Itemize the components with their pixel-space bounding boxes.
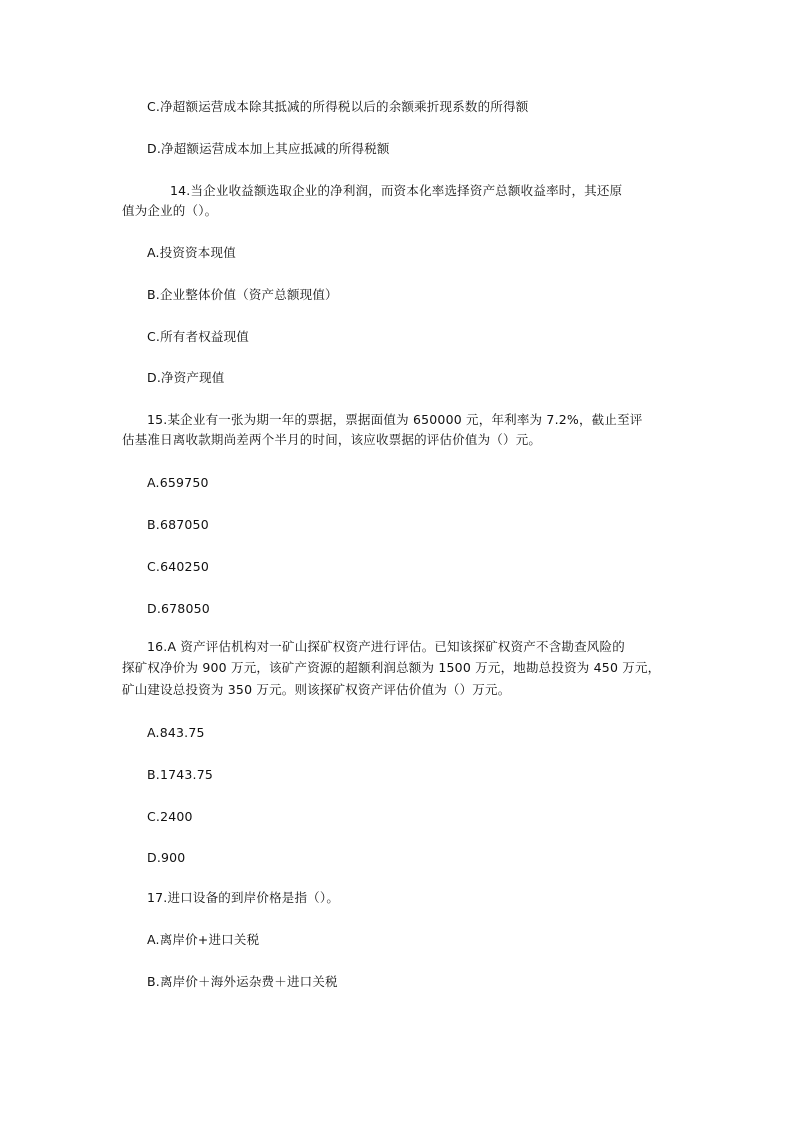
q14-option-b: B.企业整体价值（资产总额现值）: [147, 287, 338, 302]
option-d-prev: D.净超额运营成本加上其应抵减的所得税额: [147, 141, 390, 156]
q14-option-d: D.净资产现值: [147, 370, 225, 385]
q16-option-b: B.1743.75: [147, 767, 214, 782]
q14-option-a: A.投资资本现值: [147, 245, 236, 260]
q15-option-d: D.678050: [147, 601, 210, 616]
question-16-line-3: 矿山建设总投资为 350 万元。则该探矿权资产评估价值为（）万元。: [122, 682, 511, 697]
q14-option-c: C.所有者权益现值: [147, 329, 250, 344]
q15-option-c: C.640250: [147, 559, 210, 574]
q16-option-c: C.2400: [147, 809, 193, 824]
question-14-line-2: 值为企业的（）。: [122, 203, 218, 218]
q15-option-a: A.659750: [147, 475, 209, 490]
q16-option-d: D.900: [147, 850, 186, 865]
question-16-line-1: 16.A 资产评估机构对一矿山探矿权资产进行评估。已知该探矿权资产不含勘查风险的: [147, 639, 625, 654]
question-14-line-1: 14.当企业收益额选取企业的净利润，而资本化率选择资产总额收益率时，其还原: [170, 183, 623, 198]
option-c-prev: C.净超额运营成本除其抵减的所得税以后的余额乘折现系数的所得额: [147, 99, 529, 114]
q16-option-a: A.843.75: [147, 725, 205, 740]
q15-option-b: B.687050: [147, 517, 209, 532]
q17-option-b: B.离岸价＋海外运杂费＋进口关税: [147, 974, 338, 989]
q17-option-a: A.离岸价+进口关税: [147, 932, 260, 947]
question-15-line-1: 15.某企业有一张为期一年的票据，票据面值为 650000 元，年利率为 7.2%，截止至评: [147, 412, 643, 427]
question-17-line-1: 17.进口设备的到岸价格是指（）。: [147, 890, 340, 905]
question-16-line-2: 探矿权净价为 900 万元，该矿产资源的超额利润总额为 1500 万元，地勘总投资为 450 万元，: [122, 660, 661, 675]
question-15-line-2: 估基准日离收款期尚差两个半月的时间，该应收票据的评估价值为（）元。: [122, 432, 542, 447]
